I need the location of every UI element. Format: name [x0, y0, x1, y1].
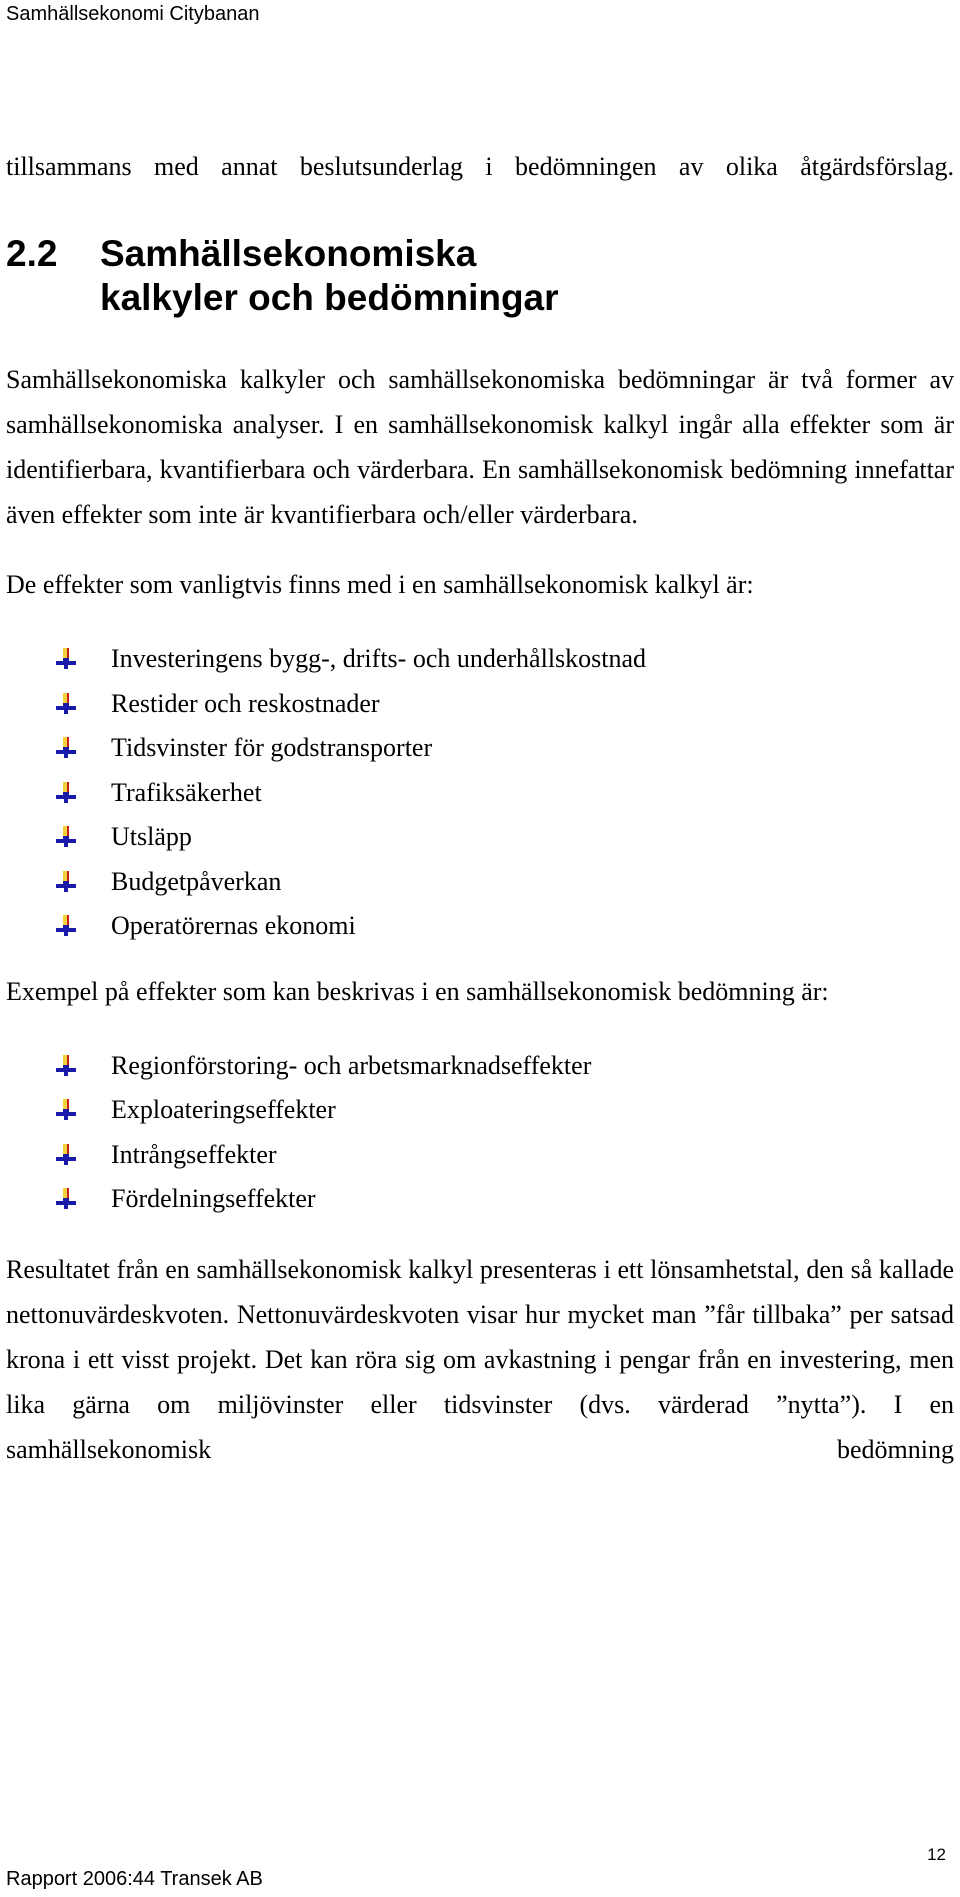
paragraph-result: Resultatet från en samhällsekonomisk kalkyl presenteras i ett lönsamhetstal, den så kallade nettonuvärdeskvoten. Nettonuvärdeskvoten visar hur mycket man ”får tillbaka” per satsad krona i ett visst projekt. Det kan röra sig om avkastning i pengar från en investering, men lika gärna om miljövinster eller tidsvinster (dvs. värderad ”nytta”). I en samhällsekonomisk bedömning	[6, 1254, 954, 1464]
section-title: Samhällsekonomiska kalkyler och bedömningar	[100, 233, 559, 318]
page-content	[6, 144, 954, 1472]
list-item	[54, 771, 954, 816]
list-item-label: Exploateringseffekter	[111, 1095, 336, 1125]
arrow-bullet-icon	[54, 823, 78, 851]
section-heading	[6, 232, 954, 320]
list-item	[54, 904, 954, 949]
paragraph-assessment-intro: Exempel på effekter som kan beskrivas i en samhällsekonomisk bedömning är:	[6, 976, 829, 1006]
paragraph-effects-intro: De effekter som vanligtvis finns med i en samhällsekonomisk kalkyl är:	[6, 570, 754, 599]
list-item-label: Utsläpp	[111, 822, 192, 852]
arrow-bullet-icon	[54, 1185, 78, 1213]
list-item-label: Trafiksäkerhet	[111, 777, 262, 807]
arrow-bullet-icon	[54, 734, 78, 762]
arrow-bullet-icon	[54, 779, 78, 807]
list-item	[54, 860, 954, 905]
list-item	[54, 1044, 954, 1089]
list-item	[54, 1177, 954, 1222]
list-item	[54, 682, 954, 727]
section-number: 2.2	[6, 233, 58, 274]
list-item-label: Budgetpåverkan	[111, 866, 282, 896]
arrow-bullet-icon	[54, 1052, 78, 1080]
list-item-label: Tidsvinster för godstransporter	[111, 733, 433, 763]
arrow-bullet-icon	[54, 1096, 78, 1124]
list-item-label: Restider och reskostnader	[111, 688, 380, 718]
arrow-bullet-icon	[54, 912, 78, 940]
intro-paragraph: tillsammans med annat beslutsunderlag i bedömningen av olika åtgärdsförslag.	[6, 152, 954, 181]
arrow-bullet-icon	[54, 1141, 78, 1169]
report-reference: Rapport 2006:44 Transek AB	[6, 1868, 263, 1890]
paragraph-calculations: Samhällsekonomiska kalkyler och samhällsekonomiska bedömningar är två former av samhällsekonomiska analyser. I en samhällsekonomisk kalkyl ingår alla effekter som är identifierbara, kvantifierbara och värderbara. En samhällsekonomisk bedömning innefattar även effekter som inte är kvantifierbara och/eller värderbara.	[6, 365, 954, 529]
list-item	[54, 815, 954, 860]
page-number: 12	[927, 1845, 946, 1864]
running-header: Samhällsekonomi Citybanan	[6, 3, 260, 25]
list-item-label: Investeringens bygg-, drifts- och underhållskostnad	[111, 644, 647, 674]
list-item-label: Intrångseffekter	[111, 1139, 277, 1169]
list-item	[54, 637, 954, 682]
assessment-list	[6, 1044, 954, 1222]
arrow-bullet-icon	[54, 690, 78, 718]
list-item	[54, 726, 954, 771]
list-item	[54, 1133, 954, 1178]
arrow-bullet-icon	[54, 645, 78, 673]
list-item-label: Operatörernas ekonomi	[111, 911, 356, 941]
effects-list	[6, 637, 954, 949]
list-item	[54, 1088, 954, 1133]
list-item-label: Regionförstoring- och arbetsmarknadseffekter	[111, 1050, 592, 1080]
list-item-label: Fördelningseffekter	[111, 1184, 316, 1214]
arrow-bullet-icon	[54, 868, 78, 896]
